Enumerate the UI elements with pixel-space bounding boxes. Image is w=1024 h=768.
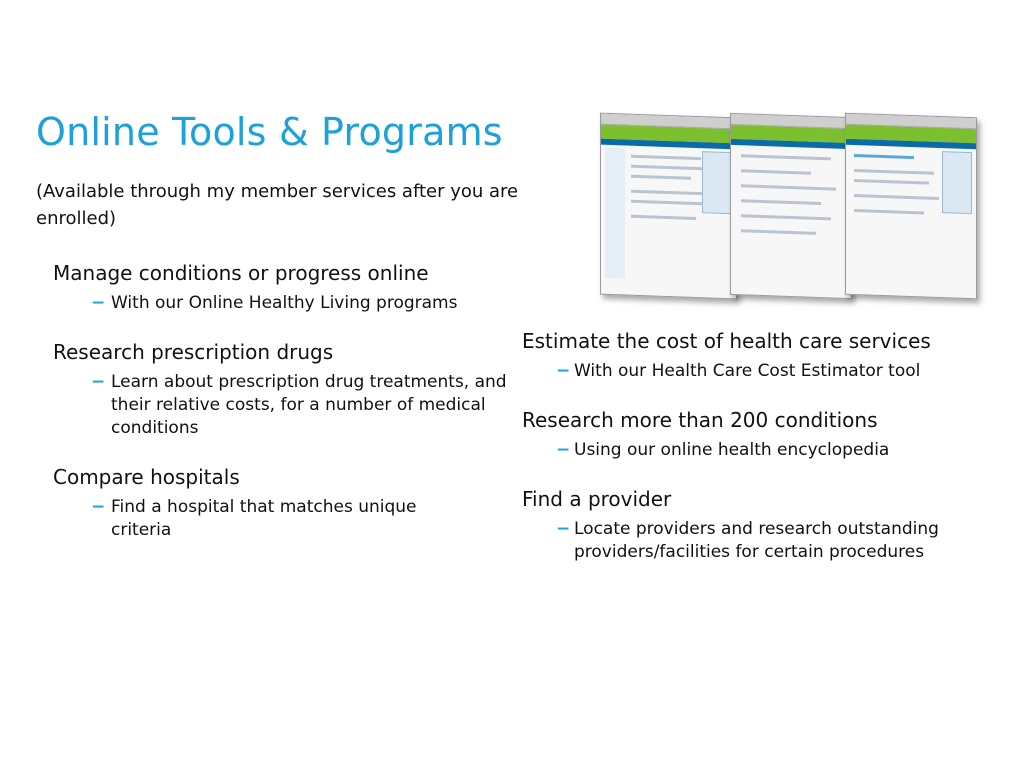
- sub-bullet-text: With our Health Care Cost Estimator tool: [574, 361, 921, 381]
- sub-bullet-text: Using our online health encyclopedia: [574, 440, 890, 460]
- dash-bullet-icon: −: [556, 440, 571, 460]
- slide-title: Online Tools & Programs: [36, 110, 503, 154]
- item-heading: Research more than 200 conditions: [522, 408, 878, 432]
- sub-bullet-text: Learn about prescription drug treatments, and their relative costs, for a number of medical conditions: [111, 372, 507, 438]
- sub-bullet-text: Locate providers and research outstanding providers/facilities for certain procedures: [574, 519, 939, 562]
- list-item: [522, 407, 992, 462]
- item-heading: Research prescription drugs: [53, 340, 334, 364]
- item-heading: Estimate the cost of health care services: [522, 329, 931, 353]
- list-item: [522, 486, 992, 564]
- website-screenshot-3: [845, 113, 977, 300]
- list-item: [53, 260, 513, 315]
- sub-bullet: [522, 360, 992, 383]
- sub-bullet: [53, 496, 441, 542]
- sub-bullet: [53, 292, 513, 315]
- list-item: [53, 464, 513, 542]
- list-item: [53, 339, 513, 440]
- left-column: [53, 260, 513, 542]
- sub-bullet: [522, 518, 992, 564]
- item-heading: Compare hospitals: [53, 465, 240, 489]
- website-screenshots-collage: [600, 115, 980, 305]
- dash-bullet-icon: −: [91, 293, 106, 313]
- dash-bullet-icon: −: [556, 361, 571, 381]
- sub-bullet-text: With our Online Healthy Living programs: [111, 293, 458, 313]
- website-screenshot-1: [600, 113, 737, 300]
- dash-bullet-icon: −: [91, 497, 106, 517]
- sub-bullet-text: Find a hospital that matches unique criteria: [111, 497, 417, 540]
- slide-subtitle: (Available through my member services after you are enrolled): [36, 181, 519, 229]
- right-column: [522, 328, 992, 564]
- list-item: [522, 328, 992, 383]
- sub-bullet: [53, 371, 513, 440]
- sub-bullet: [522, 439, 992, 462]
- item-heading: Manage conditions or progress online: [53, 261, 429, 285]
- website-screenshot-2: [730, 113, 852, 299]
- item-heading: Find a provider: [522, 487, 672, 511]
- dash-bullet-icon: −: [91, 372, 106, 392]
- dash-bullet-icon: −: [556, 519, 571, 539]
